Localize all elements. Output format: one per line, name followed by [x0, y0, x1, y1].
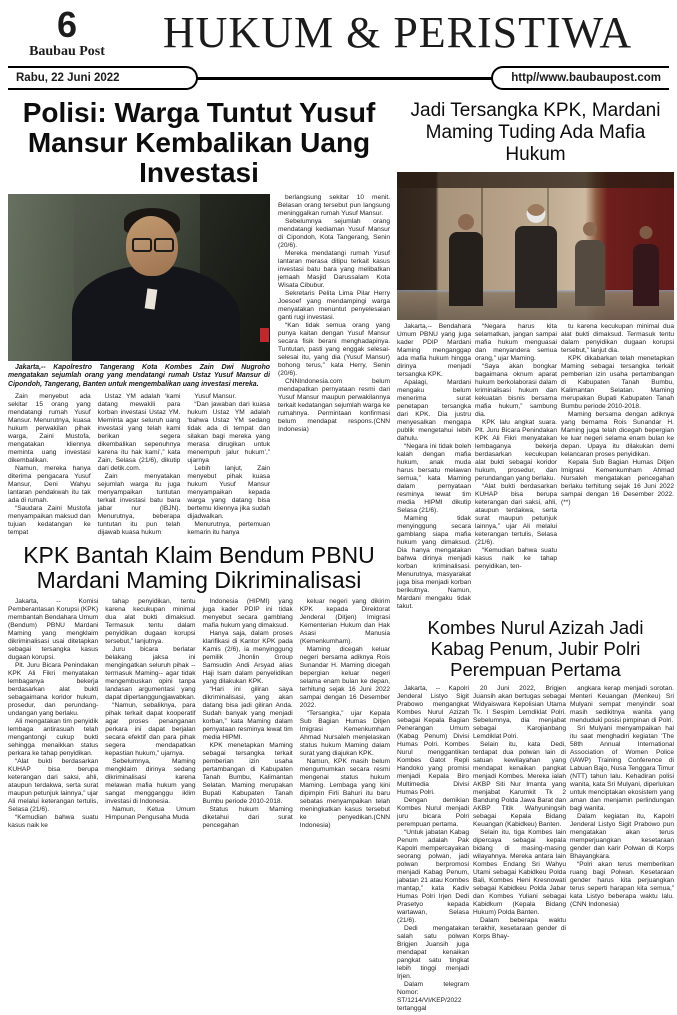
- photo2-person-center-body: [515, 226, 557, 308]
- photo2-person-center: [515, 204, 557, 308]
- article3-column-2: tahap penyidikan, tentu karena kecukupan minimal dua alat bukti dimaksud. Termasuk tentu dalam penyidikan dugaan korupsi tersebut,” lanjutnya. Juru bicara berlatar belakang jaksa ini mengingatkan seluruh pihak --termasuk Maming-- agar tidak mengembuskan opini tanpa landasan argumentasi yang dapat dipertanggungjawabkan. “Namun, sebaliknya, para pihak terkait dapat kooperatif agar proses penanganan perkara ini dapat berjalan secara efektif dan para pihak segera mendapatkan kepastian hukum,” ujarnya. Sebelumnya, Maming mengklaim dirinya sedang dikriminalisasi karena melawan mafia hukum yang sangat mengganggu iklim investasi di Indonesia. Namun, Ketua Umum Himpunan Pengusaha Muda: [105, 598, 196, 822]
- photo1-background: [8, 194, 74, 361]
- article2-column-2: “Negara harus kita selamatkan, jangan sampai mafia hukum menguasai dan menyandera semua orang,” ujar Maming. “Saya akan bongkar bagaimana oknum aparat hukum berkolaborasi dalam kriminalisasi hukum dan kekuatan bisnis bersama mafia hukum,” sambung dia. KPK lalu angkat suara. Plt. Juru Bicara Penindakan KPK Ali Fikri menyatakan lembaganya bekerja berdasarkan kecukupan alat bukti sebagai koridor hukum, prosedur, dan perundangan yang berlaku. “Alat bukti berdasarkan KUHAP bisa berupa keterangan dari saksi, ahli, ataupun terdakwa, serta surat maupun petunjuk lainnya,” ujar Ali melalui keterangan tertulis, Selasa (21/6). “Kemudian bahwa suatu kasus naik ke tahap penyidikan, ten-: [475, 323, 557, 570]
- right-column: [397, 96, 674, 1013]
- newspaper-brand: Baubau Post: [29, 44, 105, 59]
- photo2-person-left-head: [458, 214, 474, 230]
- article-kpk-bantah: [8, 537, 390, 830]
- photo2-ceiling: [397, 172, 674, 188]
- article1-column-3: Yusuf Mansur. “Dan jawaban dari kuasa hukum Ustaz YM adalah ‘bahwa Ustaz YM sedang tidak ada di tempat dan silakan bagi mereka yang merasa dirugikan untuk menempuh jalur hukum’,” ujarnya Lebih lanjut, Zain menyebut pihak kuasa hukum Yusuf Mansur menyampaikan kepada warga yang datang bisa bertemu kliennya jika sudah dijadwalkan. Menurutnya, pertemuan kemarin itu hanya: [187, 393, 271, 537]
- article2-column-3: tu karena kecukupan minimal dua alat bukti dimaksud. Termasuk tentu dalam penyidikan dugaan korupsi tersebut,” lanjut dia. KPK dikabarkan telah menetapkan Maming sebagai tersangka terkait pemberian izin usaha pertambangan di Kabupaten Tanah Bumbu, Kalimantan Selatan. Maming merupakan Bupati Kabupaten Tanah Bumbu periode 2010-2018. Maming bersama dengan adiknya yang bernama Rois Sunandar H. Maming juga telah dicegah bepergian ke luar negeri selama enam bulan ke depan. Upaya itu dilakukan demi kelancaran proses penyidikan. Kepala Sub Bagian Humas Ditjen Imigrasi Kemenkumham Ahmad Nursaleh mengatakan pencegahan berlaku terhitung sejak 16 Juni 2022 sampai dengan 16 Desember 2022.(**): [561, 323, 674, 506]
- photo2-person-mid-right-body: [575, 240, 605, 306]
- page-number: 6: [56, 4, 78, 45]
- article4-column-1: Jakarta, -- Kapolri Jenderal Listyo Sigit Prabowo mengangkat Kombes Nurul Azizah sebagai Kepala Bagian Penerangan Umum (Kabag Penum) Divisi Humas Polri. Kombes Nurul menggantikan Kombes Gatot Repli Handoko yang promisi menjadi Kepala Biro Multimedia Divisi Humas Polri. Dengan demikian Kombes Nurul menjadi juru bicara Polri perempuan pertama. “Untuk jabatan Kabag Penum adalah Pak Kapolri mempercayakan seorang polwan, jadi polwan berpromosi menjadi Kabag Penum, jabatan 21 atau Kombes mantap,” kata Kadiv Humas Polri Irjen Dedi Prasetyo kepada wartawan, Selasa (21/6). Dedi mengatakan salah satu polwan Brigjen Juansih juga mendapat kenaikan pangkat satu tingkat lebih tinggi menjadi Irjen. Dalam telegram Nomor: ST/1214/VI/KEP/2022 tertanggal: [397, 685, 469, 1012]
- article1-headline: Polisi: Warga Tuntut Yusuf Mansur Kembalikan Uang Investasi: [22, 97, 376, 188]
- photo2-person-right-head: [640, 226, 653, 239]
- article4-column-2: 20 Juni 2022, Brigjen Juansih akan bertugas sebagai Widyaiswara Kepolisian Utama Tk. I Sespim Lemdiklat Polri. Sebelumnya, dia menjabat sebagai Karojianbang Lemdiklat Polri. Selain itu, kata Dedi, terdapat dua polwan lain di satuan kewilayahan yang mendapat kenaikan pangkat menjadi Kombes. Mereka ialah AKBP Siti Nur Imanta yang menjabat Karumkit Tk 2 Bandung Polda Jawa Barat dan AKBP Titik Wahyuningsih sebagai Kepala Bidang Keuangan (Kabidkeu) Banten. Selain itu, tiga Kombes lain dipercaya sebagai kepala bidang di masing-masing wilayahnya. Mereka antara lain Kombes Endang Sri Wahyu Utami sebagai Kabidkeu Polda Bali, Kombes Heni Kresnowati sebagai Kabidkeu Polda Jabar dan Kombes Yuliani sebagai Kabidkum (Kepala Bidang Hukum) Polda Banten. Dalam beberapa waktu terakhir, kesetaraan gender di Korps Bhay-: [473, 685, 566, 940]
- photo1-red-logo: [260, 328, 269, 342]
- left-column: [8, 96, 390, 1013]
- article4-column-3: angkara kerap menjadi sorotan. Menteri Keuangan (Menkeu) Sri Mulyani sempat menyindir soal masih sedikitnya wanita yang menduduki posisi pimpinan di Polri. Sri Mulyani menyampaikan hal itu saat menghadiri kegiatan ‘The 58th Annual International Association of Women Police (IAWP) Training Conference di Labuan Bajo, Nusa Tenggara Timur (NTT) tahun lalu. Kehadiran polisi wanita, kata Sri Mulyani, diperlukan untuk menciptakan ekosistem yang aman dan menjamin perlindungan bagi wanita. Dalam kegiatan itu, Kapolri Jenderal Listyo Sigit Prabowo pun mengatakan akan terus memperjuangkan kesetaraan gender dan karir Polwan di Korps Bhayangkara. “Polri akan terus memberikan ruang bagi Polwan. Kesetaraan gender harus kita perjuangkan terus seperti harapan kita semua,” kata Listyo beberapa waktu lalu.(CNN Indonesia): [570, 685, 674, 908]
- website-url: http//www.baubaupost.com: [491, 66, 669, 90]
- article3-column-3: Indonesia (HIPMI) yang juga kader PDIP ini tidak menyebut secara gamblang mafia hukum yang dimaksud. Hanya saja, dalam proses klarifikasi di Kantor KPK pada Kamis (2/6), ia menyinggung pemilik Jhonlin Group Samsudin Andi Arsyad alias Haji Isam dalam penyelidikan yang dilakukan KPK. “Hari ini giliran saya dikriminalisasi, yang akan datang bisa jadi giliran Anda. Sudah banyak yang menjadi korban,” kata Maming dalam pernyataan resminya lewat tim media HIPMI. KPK menetapkan Maming sebagai tersangka terkait pemberian izin usaha pertambangan di Kabupaten Tanah Bumbu, Kalimantan Selatan. Maming merupakan Bupati Kabupaten Tanah Bumbu periode 2010-2018. Status hukum Maming diketahui dari surat pencegahan: [202, 598, 293, 830]
- page-number-block: [8, 6, 126, 60]
- content-area: [8, 96, 674, 1013]
- photo1-glasses: [132, 238, 174, 249]
- article3-headline: KPK Bantah Klaim Bendum PBNU Mardani Maming Dikriminalisasi: [23, 542, 375, 594]
- article1-column-1: Zain menyebut ada sekitar 15 orang yang mendatangi rumah Yusuf Mansur. Menurutnya, kuasa hukum perwakilan pihak warga, Zaini Mustofa, mengatakan kliennya meminta uang investasi dikembalikan. Namun, mereka hanya diterima pengacara Yusuf Mansur, Deni Wahyu lantaran pendakwah itu tak ada di rumah. “Saudara Zaini Mustofa menyampaikan maksud dan tujuan kedatangan ke tempat: [8, 393, 91, 537]
- article1-columns: [8, 393, 270, 537]
- article2-headline: Jadi Tersangka KPK, Mardani Maming Tuding Ada Mafia Hukum: [410, 100, 661, 165]
- article1-caption-text: Jakarta,-- Kapolrestro Tangerang Kota Kombes Zain Dwi Nugroho mengatakan sejumlah orang yang mendatangi rumah Ustaz Yusuf Mansur di Cipondoh, Tangerang, Banten untuk mengembalikan uang investasi mereka.: [8, 364, 270, 388]
- photo2-person-right-body: [633, 244, 659, 306]
- date-bar: [8, 66, 669, 92]
- photo2-person-mid-right: [575, 222, 605, 306]
- article-yusuf-mansur: [8, 96, 390, 537]
- article4-headline: Kombes Nurul Azizah Jadi Kabag Penum, Jubir Polri Perempuan Pertama: [427, 617, 644, 680]
- article2-column-1: Jakarta,-- Bendahara Umum PBNU yang juga kader PDIP Mardani Maming menganggap ada mafia hukum hingga dirinya menjadi tersangka KPK. Apalagi, Mardani mengaku belum menerima surat penetapan tersangka dari KPK. Dia justru menyesalkan mengapa publik mengetahui lebih dahulu. “Negara ini tidak boleh kalah dengan mafia hukum, anak muda harus bersatu melawan semua,” kata Maming dalam pernyataan resminya lewat tim media HIPMI dikutip Selasa (21/6). Maming tidak menyinggung secara gamblang siapa mafia hukum yang dimaksud. Dia hanya mengatakan bahwa dirinya menjadi korban kriminalisasi. Menurutnya, masyarakat juga bisa menjadi korban berikutnya. Namun, Mardani mengaku tidak takut.: [397, 323, 471, 610]
- photo2-person-left: [449, 214, 483, 306]
- photo2-person-left-body: [449, 232, 483, 306]
- section-title: HUKUM & PERISTIWA: [162, 8, 633, 57]
- article-kombes-nurul: [397, 611, 674, 1013]
- article2-photo: [397, 172, 674, 320]
- article1-left-block: [8, 194, 270, 537]
- article2-columns: [397, 323, 674, 611]
- article1-body: [8, 194, 390, 537]
- article1-column-4: berlangsung sekitar 10 menit. Belasan orang tersebut pun langsung meninggalkan rumah Yusuf Mansur. Sebelumnya sejumlah orang mendatangi kediaman Yusuf Mansur di Cipondoh, Kota Tangerang, Senin (20/6). Mereka mendatangi rumah Yusuf lantaran merasa ditipu terkait kasus investasi batu bara yang melibatkan jemaah Masjid Darussalam Kota Wisata Cibubur. Sekretaris Pelita Lima Pilar Herry Joesoef yang mendampingi warga menyatakan menuntut penyelesaian ganti rugi investasi. “Kan tidak semua orang yang punya kaitan dengan Yusuf Mansur secara fisik berani menghadapinya. Tuntutan, pasti yang enggak selesai-selesai itu, yang dia (Yusuf Mansur) bohong terus,” kata Herry, Senin (20/6). CNNIndonesia.com belum mendapatkan pernyataan resmi dari Yusuf Mansur maupun perwakilannya terkait kedatangan sejumlah warga ke rumahnya. Permintaan konfirmasi belum mendapat respons.(CNN Indonesia): [278, 194, 390, 433]
- article3-columns: [8, 598, 390, 830]
- article-mardani-maming: [397, 96, 674, 611]
- article3-column-4: keluar negeri yang dikirim KPK kepada Direktorat Jenderal (Ditjen) Imigrasi Kementerian Hukum dan Hak Asasi Manusia (Kemenkumham). Maming dicegah keluar negeri bersama adiknya Rois Sunandar H. Maming dicegah bepergian keluar negeri selama enam bulan ke depan, terhitung sejak 16 Juni 2022 sampai dengan 16 Desember 2022. “Tersangka,” ujar Kepala Sub Bagian Humas Ditjen Imigrasi Kemenkumham Ahmad Nursaleh menjelaskan status hukum Maming dalam surat yang diajukan KPK. Namun, KPK masih belum mengumumkan secara resmi mengenai status hukum Maming. Lembaga yang kini dipimpin Firli Bahuri itu baru sebatas menyampaikan telah meningkatkan kasus tersebut ke penyedikan.(CNN Indonesia): [299, 598, 390, 830]
- photo2-person-center-head: [527, 204, 546, 223]
- article1-photo: [8, 194, 270, 361]
- photo2-person-right: [633, 226, 659, 306]
- article4-columns: [397, 685, 674, 1013]
- article1-photo-caption: [8, 364, 270, 389]
- date-label: Rabu, 22 Juni 2022: [8, 66, 198, 90]
- page-header: [8, 6, 669, 62]
- article3-column-1: Jakarta, -- Komisi Pemberantasan Korupsi (KPK) membantah Bendahara Umum (Bendum) PBNU Mardani Maming yang mengklaim dikriminalisasi usai ditetapkan sebagai tersangka kasus dugaan korupsi. Plt. Juru Bicara Penindakan KPK Ali Fikri menyatakan lembaganya bekerja berdasarkan alat bukti sebagaimana koridor hukum, prosedur, dan perundang-undangan yang berlaku. Ali mengatakan tim penyidik lembaga antirasuah telah mengantongi cukup bukti sehingga menaikkan status perkara ke tahap penyidikan. “Alat bukti berdasarkan KUHAP bisa berupa keterangan dari saksi, ahli, ataupun terdakwa, serta surat maupun petunjuk lainnya,” ujar Ali melalui keterangan tertulis, Selasa (21/6). “Kemudian bahwa suatu kasus naik ke: [8, 598, 99, 830]
- article1-column-2: Ustaz YM adalah ‘kami datang mewakili para korban investasi Ustaz YM. Meminta agar seluruh uang investasi yang telah kami berikan segera dikembalikan sepenuhnya karena itu hak kami’,” kata Zain, Selasa (21/6), dikutip dari detik.com. Zain menyatakan sejumlah warga itu juga menyampaikan tuntutan terkait investasi batu bara jabar nur (IBJN). Menurutnya, beberapa tuntutan itu pun telah dijawab kuasa hukum: [97, 393, 181, 537]
- photo2-person-mid-right-head: [583, 222, 597, 236]
